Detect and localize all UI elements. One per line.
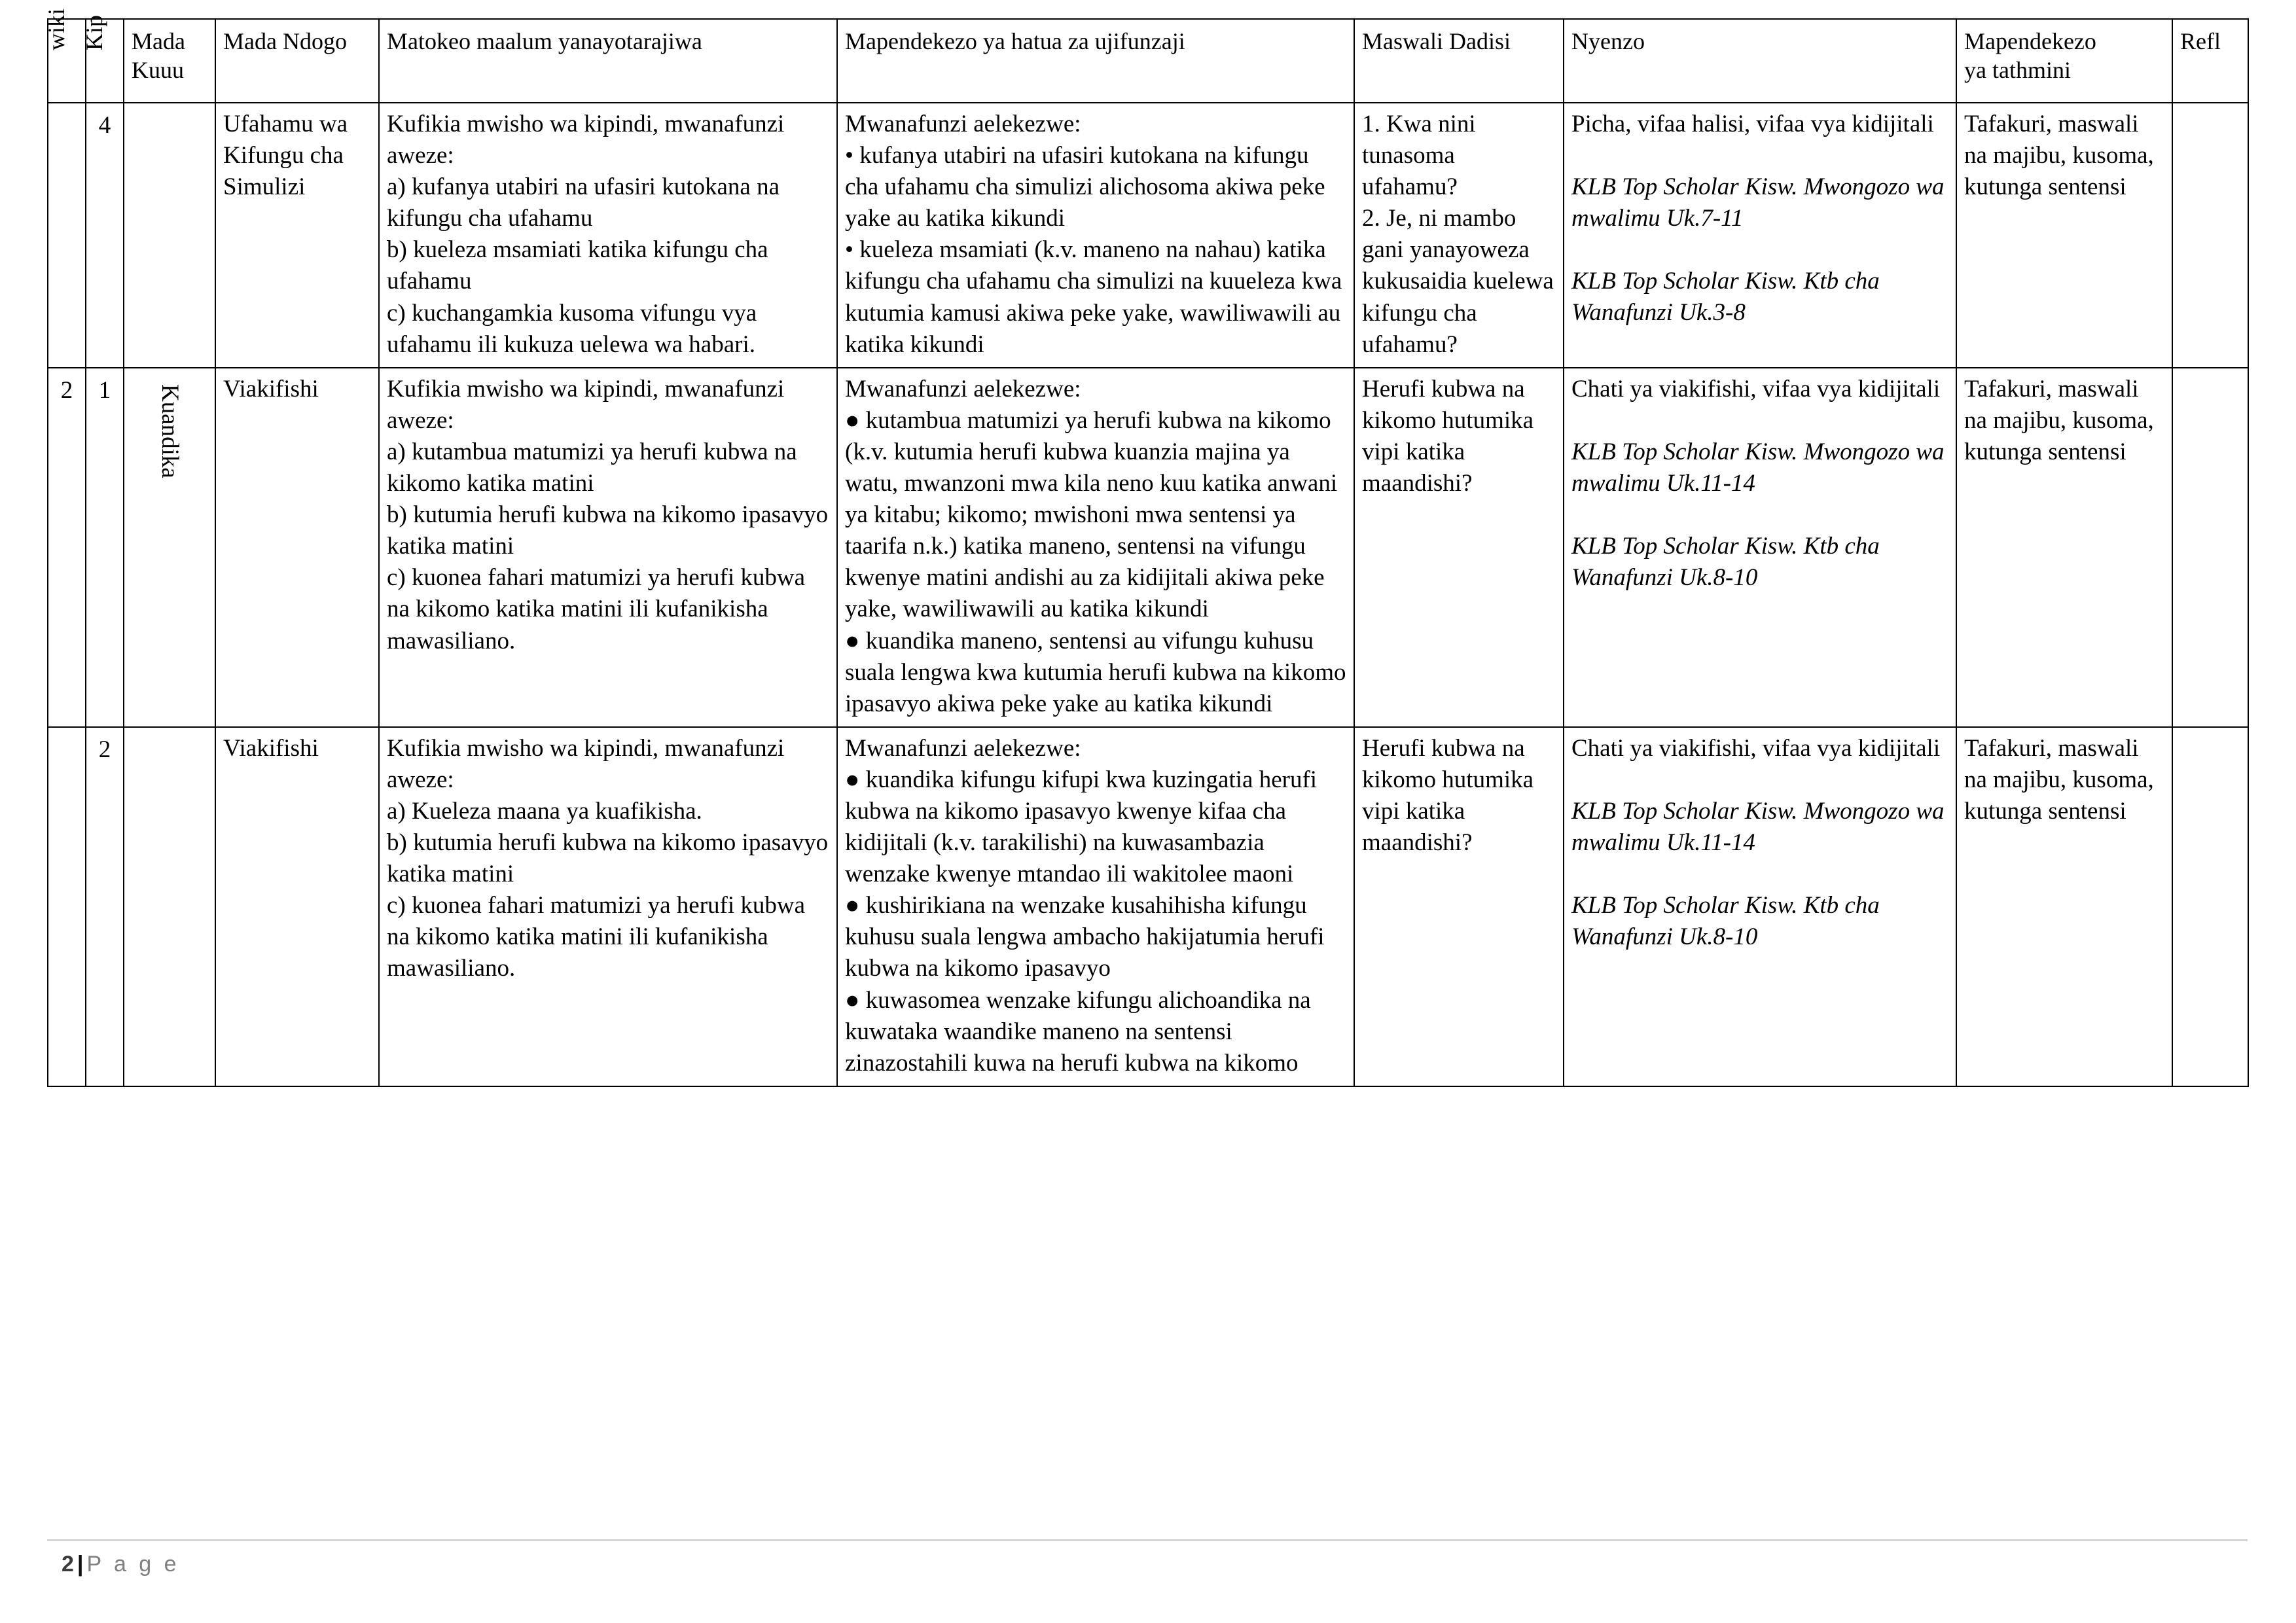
mapendekezo-hatua-intro: Mwanafunzi aelekezwe: bbox=[845, 734, 1081, 762]
column-header-mada-kuu bbox=[124, 19, 215, 103]
matokeo-line: b) kutumia herufi kubwa na kikomo ipasavyo katika matini bbox=[387, 829, 829, 888]
cell-nyenzo bbox=[1564, 103, 1956, 368]
column-header-wiki bbox=[43, 8, 86, 103]
cell-kip bbox=[86, 727, 124, 1086]
kip-value: 1 bbox=[98, 376, 111, 404]
table-row bbox=[48, 727, 2248, 1086]
cell-kip bbox=[86, 368, 124, 727]
cell-wiki bbox=[48, 103, 86, 368]
column-header-mapendekezo-tathmini bbox=[1956, 19, 2172, 103]
footer-page-label: P a g e bbox=[86, 1552, 180, 1577]
page-footer bbox=[47, 1539, 2248, 1577]
column-header-mada-ndogo bbox=[215, 19, 379, 103]
matokeo-line: a) Kueleza maana ya kuafikisha. bbox=[387, 797, 702, 825]
kip-value: 2 bbox=[98, 736, 111, 763]
spacer bbox=[1571, 859, 1948, 890]
column-header-mapendekezo-tathmini-line2: ya tathmini bbox=[1964, 56, 2071, 83]
mada-ndogo-value: Ufahamu wa Kifungu cha Simulizi bbox=[223, 111, 348, 201]
footer-page-indicator bbox=[47, 1552, 2248, 1577]
cell-matokeo bbox=[379, 727, 837, 1086]
spacer bbox=[1571, 764, 1948, 796]
cell-refl bbox=[2172, 103, 2248, 368]
column-header-nyenzo bbox=[1564, 19, 1956, 103]
column-header-kip-label: Kip bbox=[81, 15, 107, 50]
cell-mada-ndogo bbox=[215, 368, 379, 727]
cell-mada-ndogo bbox=[215, 103, 379, 368]
column-header-mapendekezo-hatua-label: Mapendekezo ya hatua za ujifunzaji bbox=[845, 28, 1185, 54]
column-header-wiki-label: wiki bbox=[43, 8, 69, 50]
column-header-mapendekezo-hatua bbox=[837, 19, 1354, 103]
table-header-row bbox=[48, 19, 2248, 103]
cell-wiki bbox=[48, 368, 86, 727]
column-header-matokeo-label: Matokeo maalum yanayotarajiwa bbox=[387, 28, 702, 54]
nyenzo-reference: KLB Top Scholar Kisw. Mwongozo wa mwalimu Uk.7-11 bbox=[1571, 173, 1945, 232]
cell-mapendekezo-tathmini bbox=[1956, 103, 2172, 368]
column-header-mada-kuu-line2: Kuuu bbox=[132, 56, 184, 83]
cell-maswali-dadisi bbox=[1354, 727, 1564, 1086]
column-header-matokeo bbox=[379, 19, 837, 103]
nyenzo-reference: KLB Top Scholar Kisw. Ktb cha Wanafunzi Uk.3-8 bbox=[1571, 268, 1880, 327]
mapendekezo-tathmini-value: Tafakuri, maswali na majibu, kusoma, kutunga sentensi bbox=[1964, 111, 2154, 201]
nyenzo-reference: KLB Top Scholar Kisw. Mwongozo wa mwalimu Uk.11-14 bbox=[1571, 797, 1945, 856]
cell-kip bbox=[86, 103, 124, 368]
matokeo-line: Kufikia mwisho wa kipindi, mwanafunzi aweze: bbox=[387, 734, 785, 793]
column-header-mada-kuu-line1: Mada bbox=[132, 28, 185, 54]
matokeo-line: b) kueleza msamiati katika kifungu cha ufahamu bbox=[387, 236, 768, 295]
cell-mapendekezo-tathmini bbox=[1956, 727, 2172, 1086]
mapendekezo-hatua-bullet: ● kuwasomea wenzake kifungu alichoandika na kuwataka waandike maneno na sentensi zinazostahili kuwa na herufi kubwa na kikomo bbox=[845, 986, 1311, 1077]
column-header-mapendekezo-tathmini-line1: Mapendekezo bbox=[1964, 28, 2096, 54]
kip-value: 4 bbox=[98, 112, 111, 139]
cell-mapendekezo-hatua bbox=[837, 368, 1354, 727]
column-header-refl-label: Refl bbox=[2180, 28, 2221, 54]
column-header-maswali-dadisi bbox=[1354, 19, 1564, 103]
cell-nyenzo bbox=[1564, 727, 1956, 1086]
cell-matokeo bbox=[379, 103, 837, 368]
cell-maswali-dadisi bbox=[1354, 368, 1564, 727]
cell-mada-kuu bbox=[124, 103, 215, 368]
wiki-value: 2 bbox=[60, 376, 73, 404]
cell-wiki bbox=[48, 727, 86, 1086]
cell-nyenzo bbox=[1564, 368, 1956, 727]
nyenzo-materials: Chati ya viakifishi, vifaa vya kidijitali bbox=[1571, 375, 1941, 402]
mada-ndogo-value: Viakifishi bbox=[223, 375, 319, 402]
mapendekezo-hatua-bullet: ● kutambua matumizi ya herufi kubwa na kikomo (k.v. kutumia herufi kubwa kuanzia majina ya watu, mwanzoni mwa kila neno kuu katika anwani ya kitabu; kikomo; mwishoni mwa sentensi ya taarifa n.k.) katika maneno, sentensi na vifungu kwenye matini andishi au za kidijitali akiwa peke yake, wawiliwawili au katika kikundi bbox=[845, 406, 1338, 623]
nyenzo-reference: KLB Top Scholar Kisw. Mwongozo wa mwalimu Uk.11-14 bbox=[1571, 438, 1945, 497]
nyenzo-materials: Picha, vifaa halisi, vifaa vya kidijitali bbox=[1571, 111, 1934, 137]
mapendekezo-tathmini-value: Tafakuri, maswali na majibu, kusoma, kutunga sentensi bbox=[1964, 734, 2154, 825]
matokeo-line: c) kuonea fahari matumizi ya herufi kubwa na kikomo katika matini ili kufanikisha mawasiliano. bbox=[387, 564, 806, 654]
table-body bbox=[48, 103, 2248, 1086]
cell-mapendekezo-hatua bbox=[837, 103, 1354, 368]
matokeo-line: c) kuonea fahari matumizi ya herufi kubwa na kikomo katika matini ili kufanikisha mawasiliano. bbox=[387, 892, 806, 982]
footer-divider bbox=[47, 1539, 2248, 1541]
mapendekezo-hatua-bullet: • kueleza msamiati (k.v. maneno na nahau) katika kifungu cha ufahamu cha simulizi na kuueleza kwa kutumia kamusi akiwa peke yake, wawiliwawili au katika kikundi bbox=[845, 236, 1342, 358]
mada-kuu-value: Kuandika bbox=[156, 383, 183, 478]
mapendekezo-tathmini-value: Tafakuri, maswali na majibu, kusoma, kutunga sentensi bbox=[1964, 375, 2154, 465]
nyenzo-materials: Chati ya viakifishi, vifaa vya kidijitali bbox=[1571, 734, 1941, 762]
mapendekezo-hatua-intro: Mwanafunzi aelekezwe: bbox=[845, 111, 1081, 137]
cell-refl bbox=[2172, 368, 2248, 727]
scheme-of-work-table bbox=[43, 8, 2249, 1087]
matokeo-line: a) kutambua matumizi ya herufi kubwa na kikomo katika matini bbox=[387, 438, 797, 497]
column-header-kip bbox=[81, 15, 124, 103]
cell-mada-kuu bbox=[124, 368, 215, 727]
cell-mada-kuu bbox=[124, 727, 215, 1086]
matokeo-line: Kufikia mwisho wa kipindi, mwanafunzi aweze: bbox=[387, 111, 785, 169]
matokeo-line: c) kuchangamkia kusoma vifungu vya ufahamu ili kukuza uelewa wa habari. bbox=[387, 299, 757, 358]
matokeo-line: a) kufanya utabiri na ufasiri kutokana na kifungu cha ufahamu bbox=[387, 173, 780, 232]
mapendekezo-hatua-bullet: ● kuandika maneno, sentensi au vifungu kuhusu suala lengwa kwa kutumia herufi kubwa na kikomo ipasavyo akiwa peke yake au katika kikundi bbox=[845, 627, 1346, 717]
maswali-dadisi-item: Herufi kubwa na kikomo hutumika vipi katika maandishi? bbox=[1362, 375, 1534, 497]
cell-mapendekezo-tathmini bbox=[1956, 368, 2172, 727]
footer-page-number: 2 bbox=[62, 1552, 77, 1577]
cell-maswali-dadisi bbox=[1354, 103, 1564, 368]
mapendekezo-hatua-bullet: ● kuandika kifungu kifupi kwa kuzingatia herufi kubwa na kikomo ipasavyo kwenye kifaa cha kidijitali (k.v. tarakilishi) na kuwasambazia wenzake kwenye mtandao ili wakitolee maoni bbox=[845, 766, 1318, 888]
mada-ndogo-value: Viakifishi bbox=[223, 734, 319, 762]
mapendekezo-hatua-bullet: • kufanya utabiri na ufasiri kutokana na kifungu cha ufahamu cha simulizi alichosoma akiwa peke yake au katika kikundi bbox=[845, 142, 1325, 232]
cell-mapendekezo-hatua bbox=[837, 727, 1354, 1086]
column-header-refl bbox=[2172, 19, 2248, 103]
column-header-nyenzo-label: Nyenzo bbox=[1571, 28, 1645, 54]
maswali-dadisi-item: 2. Je, ni mambo gani yanayoweza kukusaidia kuelewa kifungu cha ufahamu? bbox=[1362, 205, 1554, 358]
matokeo-line: Kufikia mwisho wa kipindi, mwanafunzi aweze: bbox=[387, 375, 785, 434]
matokeo-line: b) kutumia herufi kubwa na kikomo ipasavyo katika matini bbox=[387, 501, 829, 560]
nyenzo-reference: KLB Top Scholar Kisw. Ktb cha Wanafunzi Uk.8-10 bbox=[1571, 533, 1880, 592]
column-header-mada-ndogo-label: Mada Ndogo bbox=[223, 28, 347, 54]
column-header-maswali-dadisi-label: Maswali Dadisi bbox=[1362, 28, 1511, 54]
spacer bbox=[1571, 234, 1948, 266]
mapendekezo-hatua-bullet: ● kushirikiana na wenzake kusahihisha kifungu kuhusu suala lengwa ambacho hakijatumia herufi kubwa na kikomo ipasavyo bbox=[845, 892, 1325, 982]
maswali-dadisi-item: Herufi kubwa na kikomo hutumika vipi katika maandishi? bbox=[1362, 734, 1534, 857]
nyenzo-reference: KLB Top Scholar Kisw. Ktb cha Wanafunzi Uk.8-10 bbox=[1571, 892, 1880, 951]
cell-mada-ndogo bbox=[215, 727, 379, 1086]
spacer bbox=[1571, 140, 1948, 171]
cell-refl bbox=[2172, 727, 2248, 1086]
footer-separator: | bbox=[77, 1552, 87, 1577]
maswali-dadisi-item: 1. Kwa nini tunasoma ufahamu? bbox=[1362, 111, 1476, 201]
mapendekezo-hatua-intro: Mwanafunzi aelekezwe: bbox=[845, 375, 1081, 402]
spacer bbox=[1571, 499, 1948, 531]
cell-matokeo bbox=[379, 368, 837, 727]
spacer bbox=[1571, 405, 1948, 437]
table-row bbox=[48, 368, 2248, 727]
table-row bbox=[48, 103, 2248, 368]
